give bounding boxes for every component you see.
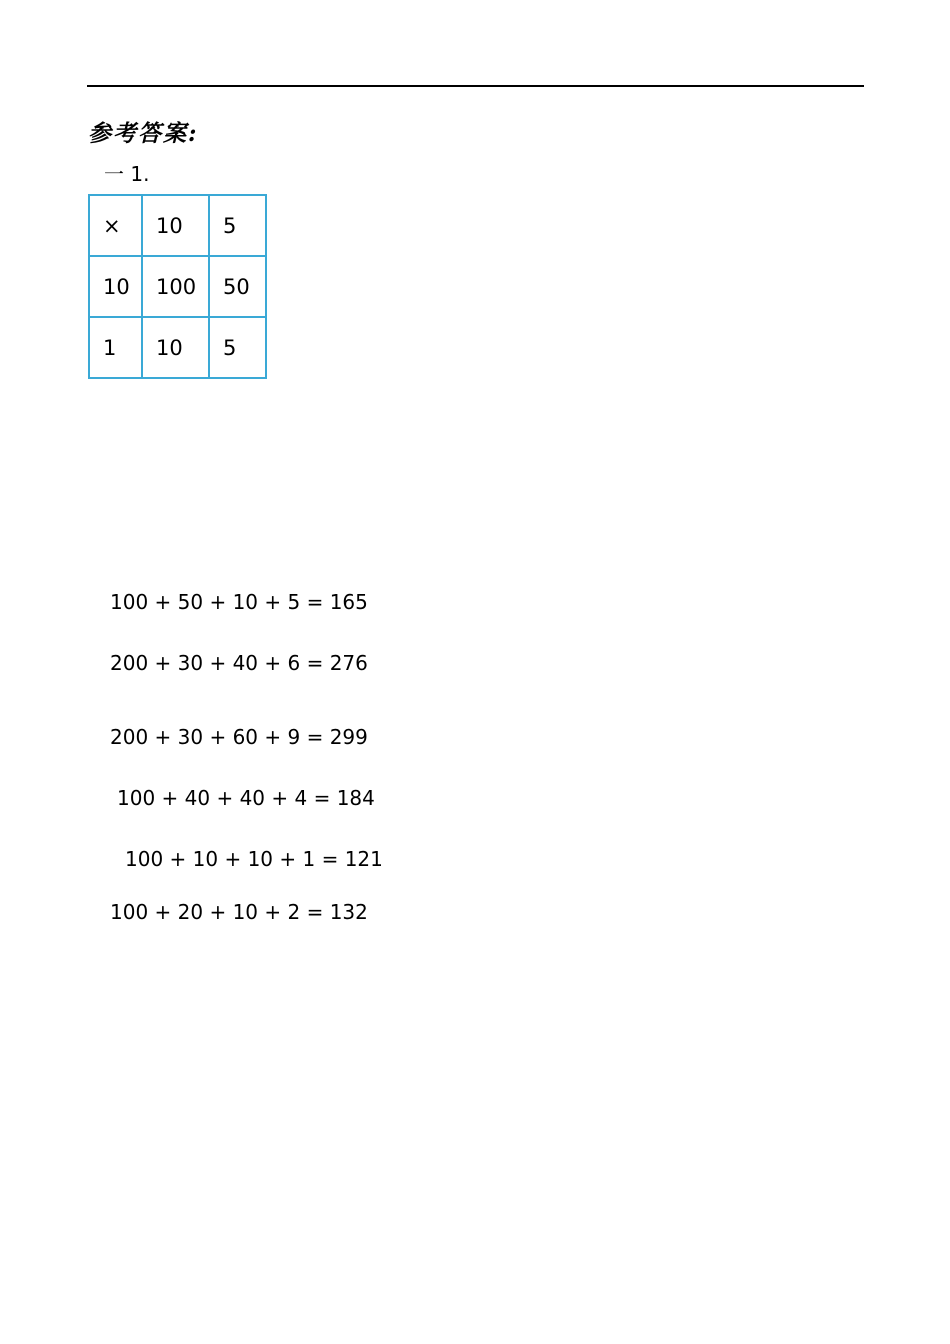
equation-line: 100 + 10 + 10 + 1 = 121: [125, 847, 383, 871]
table-row: [89, 317, 266, 378]
equation-line: 100 + 20 + 10 + 2 = 132: [110, 900, 368, 924]
table-row: [89, 195, 266, 256]
table-cell: 5: [209, 317, 266, 378]
table-cell: 10: [142, 317, 209, 378]
table-row-header-cell: 1: [89, 317, 142, 378]
question-label: 一 1.: [104, 162, 150, 186]
table-row-header-cell: 10: [89, 256, 142, 317]
equation-line: 200 + 30 + 60 + 9 = 299: [110, 725, 368, 749]
table-cell: 50: [209, 256, 266, 317]
table-cell: 100: [142, 256, 209, 317]
equation-line: 100 + 40 + 40 + 4 = 184: [117, 786, 375, 810]
answer-heading: 参考答案:: [88, 120, 199, 147]
equation-line: 100 + 50 + 10 + 5 = 165: [110, 590, 368, 614]
header-divider: [87, 85, 864, 87]
equation-line: 200 + 30 + 40 + 6 = 276: [110, 651, 368, 675]
table-header-cell: 10: [142, 195, 209, 256]
table-header-cell: 5: [209, 195, 266, 256]
multiplication-table: [88, 194, 267, 379]
table-row: [89, 256, 266, 317]
table-cell-operator: ×: [89, 195, 142, 256]
